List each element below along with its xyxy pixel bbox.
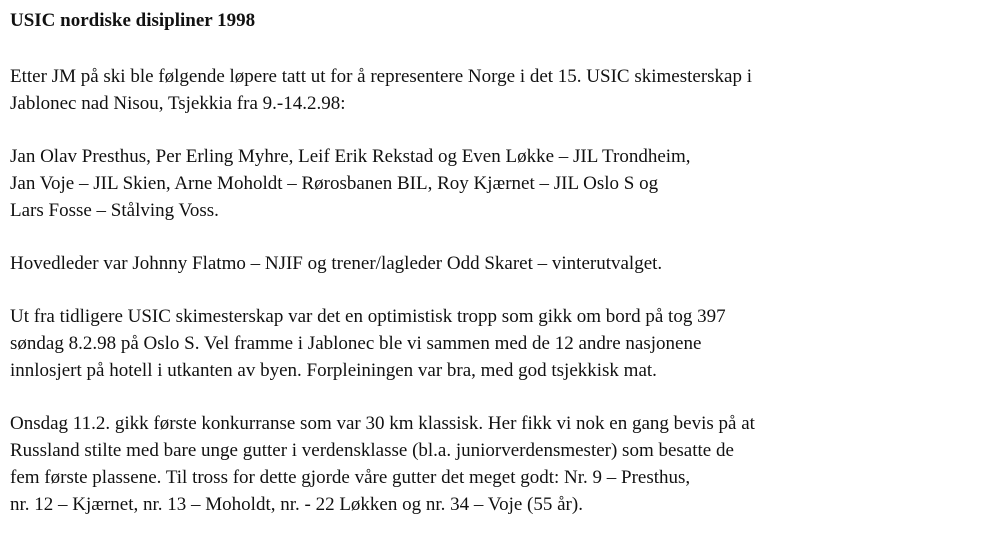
spacer <box>10 384 970 410</box>
text-line: innlosjert på hotell i utkanten av byen. Forpleiningen var bra, med god tsjekkisk mat. <box>10 360 657 381</box>
paragraph-travel <box>10 303 970 384</box>
text-line: Jablonec nad Nisou, Tsjekkia fra 9.-14.2.98: <box>10 93 346 114</box>
document-title: USIC nordiske disipliner 1998 <box>10 10 256 31</box>
spacer <box>10 117 970 143</box>
text-line: Etter JM på ski ble følgende løpere tatt ut for å representere Norge i det 15. USIC skimesterskap i <box>10 66 753 87</box>
spacer <box>10 277 970 303</box>
text-line: Jan Voje – JIL Skien, Arne Moholdt – Rørosbanen BIL, Roy Kjærnet – JIL Oslo S og <box>10 173 659 194</box>
text-line: Jan Olav Presthus, Per Erling Myhre, Leif Erik Rekstad og Even Løkke – JIL Trondheim, <box>10 146 691 167</box>
spacer <box>10 34 970 63</box>
text-line: Russland stilte med bare unge gutter i verdensklasse (bl.a. juniorverdensmester) som besatte de <box>10 440 734 461</box>
text-line: Hovedleder var Johnny Flatmo – NJIF og trener/lagleder Odd Skaret – vinterutvalget. <box>10 253 663 274</box>
paragraph-team-members <box>10 143 970 224</box>
document-page <box>10 8 970 518</box>
paragraph-team-selection <box>10 63 970 117</box>
paragraph-results <box>10 410 970 518</box>
text-line: Lars Fosse – Stålving Voss. <box>10 200 219 221</box>
text-line: nr. 12 – Kjærnet, nr. 13 – Moholdt, nr. - 22 Løkken og nr. 34 – Voje (55 år). <box>10 494 583 515</box>
spacer <box>10 224 970 250</box>
paragraph-leaders <box>10 250 970 277</box>
text-line: Onsdag 11.2. gikk første konkurranse som var 30 km klassisk. Her fikk vi nok en gang bevis på at <box>10 413 755 434</box>
text-line: Ut fra tidligere USIC skimesterskap var det en optimistisk tropp som gikk om bord på tog 397 <box>10 306 726 327</box>
text-line: søndag 8.2.98 på Oslo S. Vel framme i Jablonec ble vi sammen med de 12 andre nasjonene <box>10 333 702 354</box>
text-line: fem første plassene. Til tross for dette gjorde våre gutter det meget godt: Nr. 9 – Presthus, <box>10 467 691 488</box>
